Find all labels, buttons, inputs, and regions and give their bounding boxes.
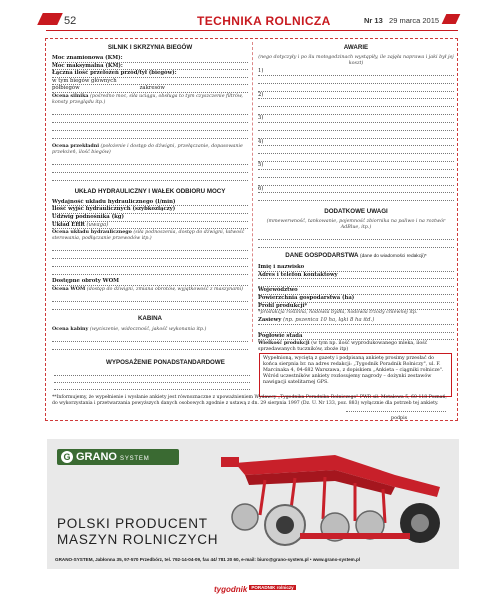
- engine-section-title: SILNIK I SKRZYNIA BIEGÓW: [107, 44, 193, 51]
- hydraulic-section-title: UKŁAD HYDRAULICZNY I WAŁEK ODBIORU MOCY: [74, 187, 226, 195]
- gearbox-rating-line-1[interactable]: [52, 157, 248, 165]
- remarks-hint: (mmewerwność, tankowanie, pojemność zbiornika na paliwo i na roztwór AdBlue, itp.): [266, 219, 446, 231]
- field-crops-line-2[interactable]: [258, 325, 454, 333]
- submission-info-box: Wypełnioną, wyciętą z gazety i podpisaną ankietę prosimy przesłać do końca sierpnia br. na adres redakcji: „Tygodnik Poradnik Rolniczy", ul. F. Marcinaka 4, 04-682 Warszawa, z dopiskiem „Ankieta – ciągniki rolnicze". Wśród uczestników ankiety rozlosujemy nagrody – dożynki zestawów nawigacji satelitarnej GPS.: [259, 353, 452, 397]
- equipment-line-3[interactable]: [54, 389, 250, 390]
- cab-section-title: KABINA: [137, 314, 163, 322]
- field-moc-max[interactable]: Moc maksymalna (KM):: [52, 63, 248, 71]
- engine-rating-line-3[interactable]: [52, 123, 248, 131]
- issue-info: [364, 16, 439, 25]
- field-address[interactable]: Adres i telefon kontaktowy: [258, 272, 454, 280]
- failure-line-2c[interactable]: [258, 107, 454, 115]
- engine-rating-label: Ocena silnika (pośredno moc, siła uciągu, obsługa to tym czyszczenie filtrów, konsty przeglądu itp.): [52, 92, 243, 105]
- failure-line-5b[interactable]: [258, 170, 454, 178]
- failure-line-1c[interactable]: [258, 84, 454, 92]
- form-right-column: [258, 43, 454, 354]
- remarks-line-2[interactable]: [258, 240, 454, 248]
- grano-g-icon: G: [61, 451, 73, 463]
- ad-headline-1: POLSKI PRODUCENT: [57, 516, 208, 531]
- pto-rating-line-2[interactable]: [52, 302, 248, 310]
- remarks-line-1[interactable]: [258, 232, 454, 240]
- hydraulic-rating-line-3[interactable]: [52, 259, 248, 267]
- failure-line-6[interactable]: 6): [258, 186, 454, 194]
- field-farm-area[interactable]: Powierzchnia gospodarstwa (ha): [258, 295, 454, 303]
- hydraulic-rating-line-2[interactable]: [52, 251, 248, 259]
- remarks-section-title: DODATKOWE UWAGI: [324, 208, 388, 216]
- engine-rating-line-4[interactable]: [52, 131, 248, 139]
- engine-rating-line-1[interactable]: [52, 107, 248, 115]
- failure-line-3b[interactable]: [258, 123, 454, 131]
- failure-line-2[interactable]: 2): [258, 92, 454, 100]
- page-number: 52: [64, 15, 77, 27]
- failures-hint: (nego dotyczyły i po ilu motogodzinach wystąpiły, ile zajęła naprawa i jaki był jej koszt): [258, 54, 454, 66]
- header-rule: [46, 30, 458, 31]
- equipment-line-2[interactable]: [54, 382, 250, 383]
- grano-advertisement[interactable]: [47, 439, 459, 569]
- page-header: [0, 0, 483, 34]
- footer-poradnik: PORADNIK rolniczy: [251, 585, 294, 591]
- grano-logo: G GRANO SYSTEM: [57, 449, 179, 465]
- cab-rating-line-2[interactable]: [52, 342, 248, 350]
- header-accent-right: [442, 14, 461, 24]
- field-crops[interactable]: Zasiewy (np. pszenica 10 ha, łąki 8 ha itd.): [258, 317, 454, 325]
- field-production-profile[interactable]: Profil produkcji*: [258, 303, 454, 311]
- field-ranges-label: zakresów: [139, 85, 165, 92]
- gearbox-rating-label: Ocena przekładni (położenie i dostęp do dźwigni, przełączanie, dopasowanie przełożeń, ilość biegów): [52, 142, 243, 155]
- survey-form: [45, 38, 458, 421]
- issue-date: 29 marca 2015: [389, 16, 440, 25]
- cab-rating-line-1[interactable]: [52, 334, 248, 342]
- issue-number: Nr 13: [364, 16, 383, 25]
- cultivator-machine-image: [205, 445, 455, 557]
- gearbox-rating-line-3[interactable]: [52, 173, 248, 181]
- form-left-column: [52, 43, 248, 350]
- cab-rating-label: Ocena kabiny (wyciszenie, widoczność, jakość wykonania itp.): [52, 325, 207, 332]
- section-title: TECHNIKA ROLNICZA: [197, 14, 331, 28]
- field-name[interactable]: Imię i nazwisko: [258, 264, 454, 272]
- failure-line-2b[interactable]: [258, 99, 454, 107]
- failure-line-5c[interactable]: [258, 178, 454, 186]
- ad-contact-line: GRANO-SYSTEM, Jabłonna 35, 97-570 Przedbórz, tel. 792-14-04-09, fax 44/ 781 20 60, e-mail: biuro@grano-system.pl • www.grano-system.pl: [55, 557, 361, 562]
- field-half-gears[interactable]: półbiegów zakresów: [52, 85, 248, 93]
- field-voivodeship[interactable]: Województwo: [258, 287, 454, 295]
- failures-section-title: AWARIE: [343, 44, 369, 51]
- field-production-size[interactable]: Wielkość produkcji (w tym np. ilość wyprodukowanego mleka, ilość sprzedawanych tuczników, zboże itp): [258, 340, 428, 353]
- equipment-section-title: WYPOSAŻENIE PONADSTANDARDOWE: [106, 359, 225, 366]
- field-ehr[interactable]: Układ EHR (uwaga): [52, 222, 248, 230]
- failure-line-4b[interactable]: [258, 146, 454, 154]
- footer-brand: [214, 579, 296, 597]
- hydraulic-rating-line-4[interactable]: [52, 267, 248, 275]
- signature-label: podpis: [391, 416, 408, 421]
- failure-line-1b[interactable]: [258, 76, 454, 84]
- equipment-line-1[interactable]: [54, 375, 250, 376]
- signature-line[interactable]: [346, 411, 446, 412]
- failure-line-1[interactable]: 1): [258, 68, 454, 76]
- field-gear-count[interactable]: Łączna ilość przełożeń przód/tył (biegów):: [52, 70, 248, 78]
- header-accent-left: [37, 13, 63, 25]
- privacy-footnote: **Informujemy, że wypełnienie i wysłanie ankiety jest równoznaczne z upoważnieniem Wydawcy „Tygodnika Poradnika Rolniczego" PWR sił. Metalowa 5, 60-118 Poznań, do wykorzystania i przetwarzania powyższych danych osobowych zgodnie z ustawą z dn. 29 sierpnia 1997 (Dz. U. Nr 133, poz. 883) wyłącznie dla potrzeb tej ankiety.: [52, 395, 447, 406]
- failure-line-4c[interactable]: [258, 154, 454, 162]
- pto-rating-label: Ocena WOM (dostęp do dźwigni, zmiana obrotów, wyjątkowość z maszynami): [52, 285, 244, 292]
- field-lift-capacity[interactable]: Udźwig podnośnika (kg): [52, 214, 248, 222]
- field-hydraulic-outlets[interactable]: Ilość wyjść hydraulicznych (szybkozłączy): [52, 206, 248, 214]
- column-divider: [252, 42, 253, 342]
- failure-line-6b[interactable]: [258, 193, 454, 201]
- ad-headline-2: MASZYN ROLNICZYCH: [57, 532, 219, 547]
- hydraulic-rating-line-1[interactable]: [52, 243, 248, 251]
- farm-section-title: DANE GOSPODARSTWA (dane do wiadomości redakcji)*: [285, 252, 427, 260]
- field-moc-nominal[interactable]: Moc znamionowa (KM):: [52, 55, 248, 63]
- footer-tygodnik: tygodnik: [214, 585, 248, 594]
- failure-line-4[interactable]: 4): [258, 139, 454, 147]
- field-pto-speeds[interactable]: Dostępne obroty WOM: [52, 278, 248, 286]
- field-address-line-2[interactable]: [258, 279, 454, 287]
- hydraulic-rating-label: Ocena układu hydraulicznego (siła podnoszenia, dostęp do dźwigni, łatwość sterowania, podłączanie przewodów itp.): [52, 229, 245, 242]
- failure-line-3c[interactable]: [258, 131, 454, 139]
- failure-line-5[interactable]: 5): [258, 162, 454, 170]
- field-main-gears[interactable]: w tym biegów głównych: [52, 78, 248, 86]
- engine-rating-line-2[interactable]: [52, 115, 248, 123]
- pto-rating-line-1[interactable]: [52, 294, 248, 302]
- field-herd[interactable]: Pogłowie stada: [258, 333, 454, 341]
- failure-line-3[interactable]: 3): [258, 115, 454, 123]
- profile-hint: *produkcja roślinna, hodowla bydła, hodowla trzody chlewnej itp.: [258, 310, 418, 316]
- field-hydraulic-flow[interactable]: Wydajność układu hydraulicznego (l/min): [52, 199, 248, 207]
- gearbox-rating-line-2[interactable]: [52, 165, 248, 173]
